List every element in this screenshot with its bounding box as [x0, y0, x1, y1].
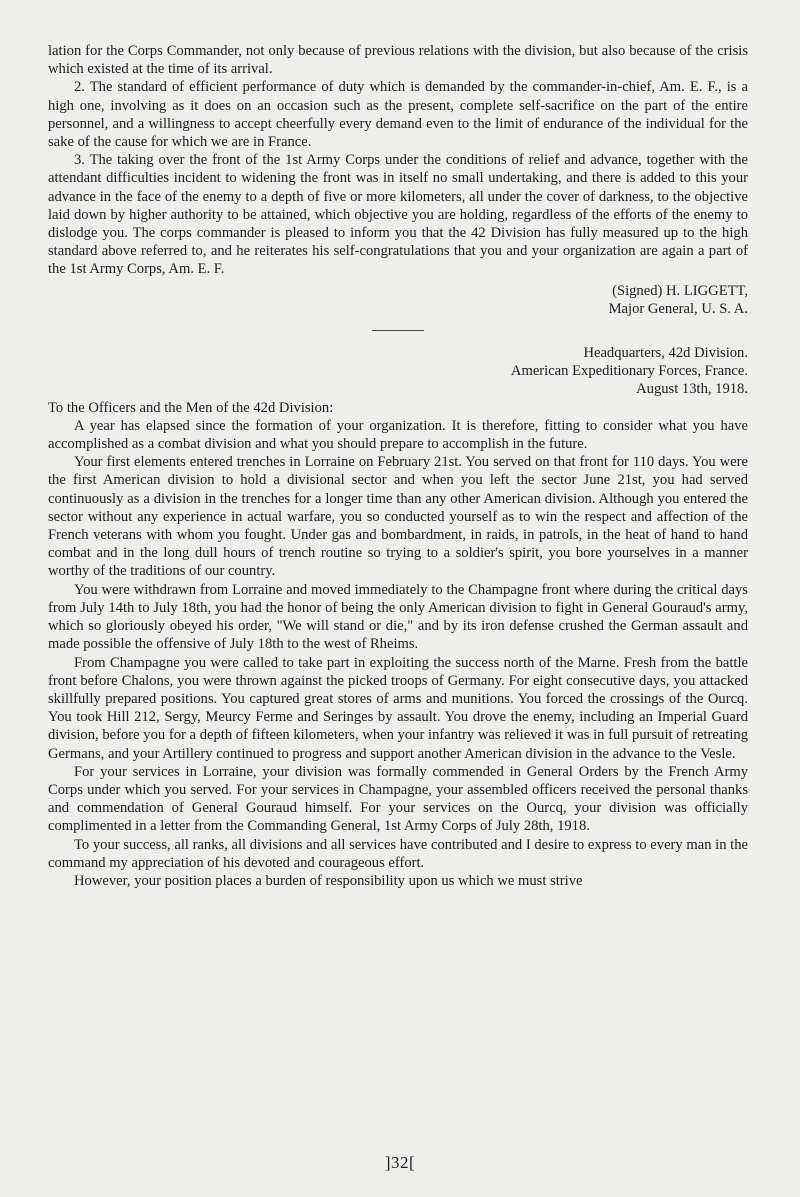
body-paragraph-6: To your success, all ranks, all divisions and all services have contributed and I desire to express to every man in the command my appreciation of his devoted and courageous effort.	[48, 836, 748, 871]
body-paragraph-1: A year has elapsed since the formation of your organization. It is therefore, fitting to consider what you have accomplished as a combat division and what you should prepare to accomplish in the future.	[48, 417, 748, 453]
body-paragraph-2: Your first elements entered trenches in Lorraine on February 21st. You served on that front for 110 days. You were the first American division to hold a divisional sector and when you left the sector June 21st, you had served continuously as a division in the trenches for a longer time than any other American division. Although you entered the sector without any experience in actual warfare, you so conducted yourself as to win the respect and affection of the French veterans with whom you fought. Under gas and bombardment, in raids, in patrols, in the heat of hand to hand combat and in the long dull hours of trench routine so trying to a soldier's spirit, you bore yourselves in a manner worthy of the traditions of our country.	[48, 454, 748, 580]
letterhead-line-1: Headquarters, 42d Division.	[583, 345, 748, 362]
paragraph-3: 3. The taking over the front of the 1st Army Corps under the conditions of relief and advance, together with the attendant difficulties incident to widening the front was in itself no small undertaking, and there is added to this your advance in the face of the enemy to a depth of five or more kilometers, all under the cover of darkness, to the objective laid down by higher authority to be attained, which objective you are holding, regardless of the efforts of the enemy to dislodge you. The corps commander is pleased to inform you that the 42 Division has fully measured up to the high standard above referred to, and he reiterates his self-congratulations that you and your organization are again a part of the 1st Army Corps, Am. E. F.	[48, 152, 748, 278]
body-paragraph-3: You were withdrawn from Lorraine and moved immediately to the Champagne front where during the critical days from July 14th to July 18th, you had the honor of being the only American division to fight in General Gouraud's army, which so gloriously obeyed his order, "We will stand or die," and by its iron defense crushed the German assault and made possible the offensive of July 18th to the west of Rheims.	[48, 581, 748, 653]
signature-title: Major General, U. S. A.	[608, 300, 748, 317]
letterhead-line-2: American Expeditionary Forces, France.	[510, 363, 748, 380]
paragraph-continued: lation for the Corps Commander, not only because of previous relations with the division, but also because of the crisis which existed at the time of its arrival.	[48, 43, 748, 78]
body-paragraph-4: From Champagne you were called to take part in exploiting the success north of the Marne. Fresh from the battle front before Chalons, you were thrown against the picked troops of Germany. For eight consecutive days, you attacked skillfully prepared positions. You captured great stores of arms and munitions. You forced the crossings of the Ourcq. You took Hill 212, Sergy, Meurcy Ferme and Seringes by assault. You drove the enemy, including an Imperial Guard division, before you for a depth of fifteen kilometers, when your infantry was relieved it was in full pursuit of retreating Germans, and your Artillery continued to progress and support another American division in the advance to the Vesle.	[48, 654, 748, 762]
page-number: ]32[	[384, 1153, 416, 1172]
section-divider	[372, 330, 424, 331]
document-page	[48, 42, 748, 890]
salutation: To the Officers and the Men of the 42d Division:	[48, 399, 334, 416]
letterhead-date: August 13th, 1918.	[636, 381, 748, 398]
signature-name: (Signed) H. LIGGETT,	[612, 282, 748, 299]
paragraph-2: 2. The standard of efficient performance of duty which is demanded by the commander-in-chief, Am. E. F., is a high one, involving as it does on an occasion such as the present, complete self-sacrifice on the part of the entire personnel, and a willingness to accept cheerfully every demand even to the limit of endurance of the individual for the sake of the cause for which we are in France.	[48, 79, 748, 151]
body-paragraph-7: However, your position places a burden of responsibility upon us which we must strive	[74, 872, 583, 889]
body-paragraph-5: For your services in Lorraine, your division was formally commended in General Orders by the French Army Corps under which you served. For your services in Champagne, your assembled officers received the personal thanks and commendation of General Gouraud himself. For your services on the Ourcq, your division was officially complimented in a letter from the Commanding General, 1st Army Corps of July 28th, 1918.	[48, 763, 748, 835]
